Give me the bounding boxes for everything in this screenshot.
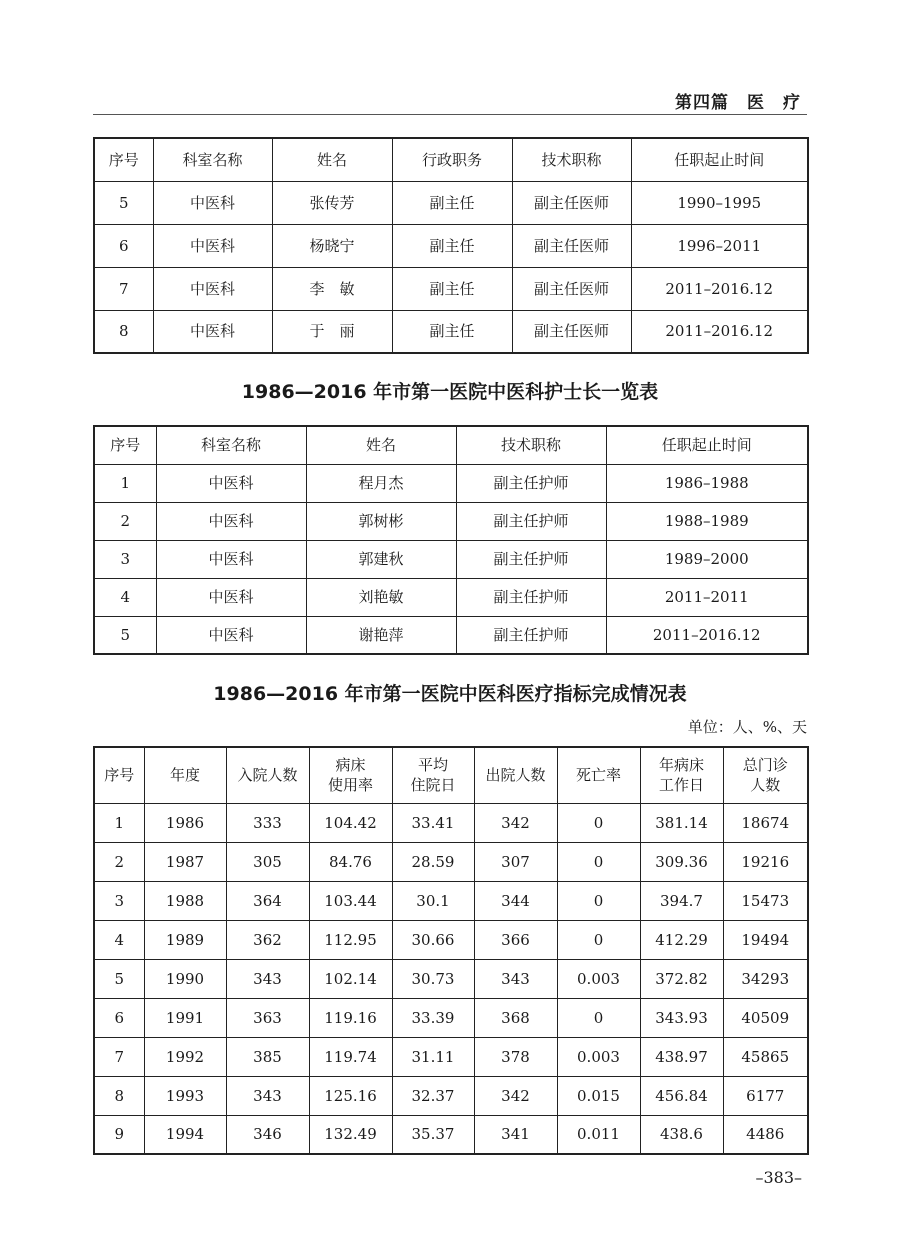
table-cell: 1989: [144, 920, 226, 959]
table-cell: 副主任护师: [456, 616, 606, 654]
table-cell: 34293: [723, 959, 808, 998]
column-header-line: 年病床: [658, 756, 704, 775]
column-header: 序号: [94, 426, 156, 464]
table-cell: 6: [94, 998, 144, 1037]
column-header-line: 平均: [417, 756, 448, 775]
table-cell: 333: [226, 803, 309, 842]
table-cell: 19216: [723, 842, 808, 881]
table-row: [94, 959, 808, 998]
table-cell: 8: [94, 310, 153, 353]
table-cell: 1: [94, 803, 144, 842]
column-header: 任职起止时间: [631, 138, 808, 181]
table-cell: 412.29: [640, 920, 723, 959]
indicator-table-title: 1986—2016 年市第一医院中医科医疗指标完成情况表: [213, 683, 687, 705]
table-cell: 32.37: [392, 1076, 474, 1115]
table-cell: 7: [94, 267, 153, 310]
table-cell: 112.95: [309, 920, 392, 959]
column-header-line: 人数: [750, 776, 781, 795]
table-cell: 0.015: [557, 1076, 640, 1115]
table-row: [94, 578, 808, 616]
medical-indicator-table: [93, 746, 809, 1155]
column-header: 序号: [94, 138, 153, 181]
table-cell: 2011–2016.12: [631, 267, 808, 310]
table-cell: 6177: [723, 1076, 808, 1115]
table-cell: 343: [226, 959, 309, 998]
table-cell: 125.16: [309, 1076, 392, 1115]
page-number: –383–: [755, 1168, 802, 1187]
table-cell: 1988: [144, 881, 226, 920]
medical-indicator-table-body: [94, 747, 808, 1154]
table-cell: 4: [94, 578, 156, 616]
table-cell: 0: [557, 998, 640, 1037]
column-header: 任职起止时间: [606, 426, 808, 464]
table-cell: 438.97: [640, 1037, 723, 1076]
head-nurse-table: [93, 425, 809, 655]
table-cell: 381.14: [640, 803, 723, 842]
table-cell: 1996–2011: [631, 224, 808, 267]
table-cell: 30.1: [392, 881, 474, 920]
table-cell: 谢艳萍: [306, 616, 456, 654]
column-header-line: 总门诊: [742, 756, 788, 775]
column-header: 技术职称: [512, 138, 631, 181]
table-cell: 0: [557, 920, 640, 959]
table-cell: 18674: [723, 803, 808, 842]
table-cell: 郭建秋: [306, 540, 456, 578]
table-cell: 杨晓宁: [272, 224, 392, 267]
table-cell: 1991: [144, 998, 226, 1037]
table-cell: 张传芳: [272, 181, 392, 224]
table-cell: 5: [94, 181, 153, 224]
table-cell: 19494: [723, 920, 808, 959]
table-cell: 程月杰: [306, 464, 456, 502]
table-cell: 0.003: [557, 1037, 640, 1076]
nurse-table-title: 1986—2016 年市第一医院中医科护士长一览表: [241, 381, 659, 403]
table-cell: 366: [474, 920, 557, 959]
table-cell: 副主任护师: [456, 464, 606, 502]
column-header: [557, 747, 640, 803]
table-cell: 1990–1995: [631, 181, 808, 224]
table-cell: 30.66: [392, 920, 474, 959]
table-cell: 5: [94, 959, 144, 998]
table-cell: 394.7: [640, 881, 723, 920]
table-cell: 309.36: [640, 842, 723, 881]
table-cell: 2011–2011: [606, 578, 808, 616]
table-cell: 中医科: [153, 310, 272, 353]
table-cell: 31.11: [392, 1037, 474, 1076]
column-header: [144, 747, 226, 803]
table-row: [94, 267, 808, 310]
table-cell: 40509: [723, 998, 808, 1037]
table-row: [94, 616, 808, 654]
table-cell: 1: [94, 464, 156, 502]
table-cell: 1989–2000: [606, 540, 808, 578]
table-cell: 33.41: [392, 803, 474, 842]
unit-note: 单位：人、%、天: [687, 718, 807, 736]
table-cell: 于 丽: [272, 310, 392, 353]
table-cell: 副主任护师: [456, 578, 606, 616]
table-cell: 8: [94, 1076, 144, 1115]
column-header-line: 年度: [169, 766, 200, 785]
table-cell: 中医科: [153, 267, 272, 310]
table-cell: 5: [94, 616, 156, 654]
table-cell: 6: [94, 224, 153, 267]
table-row: [94, 224, 808, 267]
column-header: [392, 747, 474, 803]
table-cell: 副主任: [392, 224, 512, 267]
table-cell: 15473: [723, 881, 808, 920]
table-row: [94, 998, 808, 1037]
column-header: [94, 747, 144, 803]
table-cell: 4486: [723, 1115, 808, 1154]
table-cell: 343: [474, 959, 557, 998]
column-header-line: 入院人数: [237, 766, 298, 785]
table-cell: 363: [226, 998, 309, 1037]
table-row: [94, 181, 808, 224]
table-cell: 102.14: [309, 959, 392, 998]
table-cell: 副主任: [392, 310, 512, 353]
table-cell: 343: [226, 1076, 309, 1115]
table-cell: 372.82: [640, 959, 723, 998]
table-cell: 438.6: [640, 1115, 723, 1154]
table-cell: 副主任护师: [456, 502, 606, 540]
column-header-line: 工作日: [658, 776, 704, 795]
column-header-line: 死亡率: [575, 766, 621, 785]
table-cell: 119.74: [309, 1037, 392, 1076]
table-cell: 364: [226, 881, 309, 920]
table-cell: 28.59: [392, 842, 474, 881]
table-row: [94, 881, 808, 920]
table-cell: 7: [94, 1037, 144, 1076]
table-cell: 45865: [723, 1037, 808, 1076]
table-cell: 378: [474, 1037, 557, 1076]
table-cell: 30.73: [392, 959, 474, 998]
table-cell: 341: [474, 1115, 557, 1154]
table-cell: 2: [94, 842, 144, 881]
column-header-line: 序号: [104, 766, 135, 785]
head-nurse-table-body: [94, 426, 808, 654]
running-header: [93, 88, 807, 115]
table-cell: 副主任医师: [512, 267, 631, 310]
table-cell: 307: [474, 842, 557, 881]
table-cell: 中医科: [153, 224, 272, 267]
table-cell: 456.84: [640, 1076, 723, 1115]
table-cell: 中医科: [156, 616, 306, 654]
table-cell: 35.37: [392, 1115, 474, 1154]
table-cell: 103.44: [309, 881, 392, 920]
column-header: 行政职务: [392, 138, 512, 181]
table-cell: 中医科: [153, 181, 272, 224]
table-cell: 1987: [144, 842, 226, 881]
table-cell: 副主任护师: [456, 540, 606, 578]
table-cell: 李 敏: [272, 267, 392, 310]
column-header: 科室名称: [156, 426, 306, 464]
table-cell: 368: [474, 998, 557, 1037]
column-header: [226, 747, 309, 803]
table-cell: 104.42: [309, 803, 392, 842]
table-cell: 3: [94, 881, 144, 920]
table-cell: 郭树彬: [306, 502, 456, 540]
table-cell: 0.003: [557, 959, 640, 998]
column-header-line: 住院日: [410, 776, 456, 795]
table-cell: 0: [557, 842, 640, 881]
table-row: [94, 803, 808, 842]
column-header: [474, 747, 557, 803]
column-header: [723, 747, 808, 803]
table-cell: 362: [226, 920, 309, 959]
deputy-director-table: [93, 137, 809, 354]
table-cell: 342: [474, 1076, 557, 1115]
table-cell: 84.76: [309, 842, 392, 881]
table-cell: 9: [94, 1115, 144, 1154]
table-cell: 2011–2016.12: [606, 616, 808, 654]
header-row: [94, 426, 808, 464]
table-row: [94, 1037, 808, 1076]
table-cell: 中医科: [156, 540, 306, 578]
table-row: [94, 310, 808, 353]
table-row: [94, 540, 808, 578]
table-cell: 刘艳敏: [306, 578, 456, 616]
table-cell: 342: [474, 803, 557, 842]
column-header-line: 病床: [335, 756, 366, 775]
table-row: [94, 842, 808, 881]
table-cell: 1986–1988: [606, 464, 808, 502]
chapter-title: 第四篇 医 疗: [675, 93, 801, 113]
table-cell: 0.011: [557, 1115, 640, 1154]
table-cell: 副主任医师: [512, 224, 631, 267]
table-row: [94, 1115, 808, 1154]
table-cell: 副主任: [392, 267, 512, 310]
table-cell: 2: [94, 502, 156, 540]
table-cell: 中医科: [156, 464, 306, 502]
table-cell: 1988–1989: [606, 502, 808, 540]
table-cell: 1993: [144, 1076, 226, 1115]
table-row: [94, 1076, 808, 1115]
column-header-line: 使用率: [327, 776, 373, 795]
column-header: [309, 747, 392, 803]
table-cell: 305: [226, 842, 309, 881]
table-cell: 344: [474, 881, 557, 920]
deputy-director-table-body: [94, 138, 808, 353]
table-row: [94, 464, 808, 502]
table-cell: 2011–2016.12: [631, 310, 808, 353]
table-cell: 3: [94, 540, 156, 578]
table-row: [94, 502, 808, 540]
column-header: 技术职称: [456, 426, 606, 464]
table-cell: 1990: [144, 959, 226, 998]
header-row: [94, 138, 808, 181]
table-cell: 副主任: [392, 181, 512, 224]
table-cell: 343.93: [640, 998, 723, 1037]
table-cell: 1986: [144, 803, 226, 842]
table-cell: 副主任医师: [512, 181, 631, 224]
table-cell: 1992: [144, 1037, 226, 1076]
column-header: 姓名: [272, 138, 392, 181]
column-header: 科室名称: [153, 138, 272, 181]
column-header: 姓名: [306, 426, 456, 464]
column-header-line: 出院人数: [485, 766, 546, 785]
table-cell: 33.39: [392, 998, 474, 1037]
column-header: [640, 747, 723, 803]
table-cell: 385: [226, 1037, 309, 1076]
table-cell: 346: [226, 1115, 309, 1154]
table-cell: 0: [557, 803, 640, 842]
header-row: [94, 747, 808, 803]
table-cell: 中医科: [156, 502, 306, 540]
table-cell: 4: [94, 920, 144, 959]
table-row: [94, 920, 808, 959]
table-cell: 中医科: [156, 578, 306, 616]
table-cell: 0: [557, 881, 640, 920]
table-cell: 1994: [144, 1115, 226, 1154]
table-cell: 119.16: [309, 998, 392, 1037]
table-cell: 副主任医师: [512, 310, 631, 353]
table-cell: 132.49: [309, 1115, 392, 1154]
